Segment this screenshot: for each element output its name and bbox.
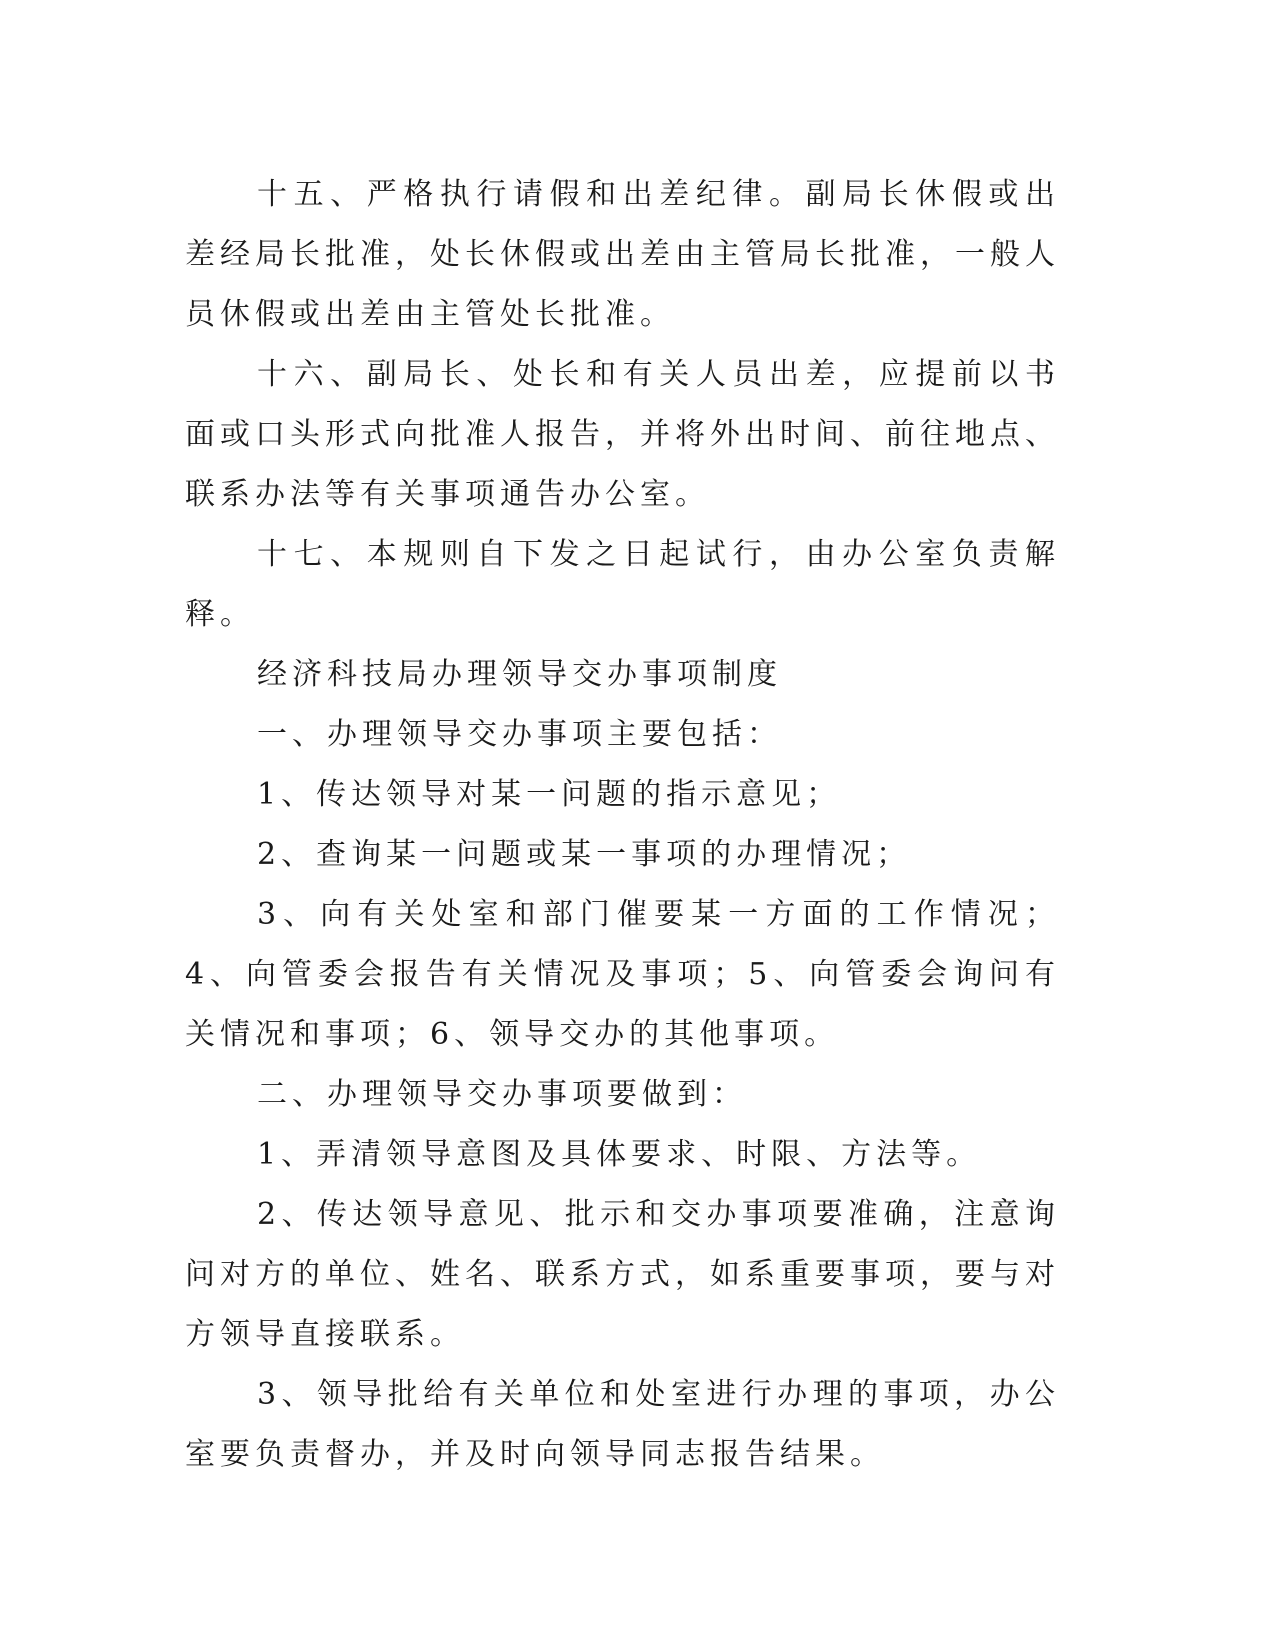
paragraph-article-17: 十七、本规则自下发之日起试行，由办公室负责解释。 (185, 537, 1060, 632)
paragraph-section-2-item-2: 2、传达领导意见、批示和交办事项要准确，注意询问对方的单位、姓名、联系方式，如系重要事项，要与对方领导直接联系。 (185, 1197, 1060, 1352)
section-title: 经济科技局办理领导交办事项制度 (257, 657, 782, 692)
paragraph-section-2-item-1: 1、弄清领导意图及具体要求、时限、方法等。 (257, 1137, 982, 1172)
paragraph-section-1-heading: 一、办理领导交办事项主要包括： (257, 717, 782, 752)
paragraph-section-2-item-3: 3、领导批给有关单位和处室进行办理的事项，办公室要负责督办，并及时向领导同志报告结果。 (185, 1377, 1060, 1472)
paragraph-article-15: 十五、严格执行请假和出差纪律。副局长休假或出差经局长批准，处长休假或出差由主管局长批准，一般人员休假或出差由主管处长批准。 (185, 177, 1060, 332)
paragraph-section-1-item-1: 1、传达领导对某一问题的指示意见； (257, 777, 842, 812)
paragraph-article-16: 十六、副局长、处长和有关人员出差，应提前以书面或口头形式向批准人报告，并将外出时间、前往地点、联系办法等有关事项通告办公室。 (185, 357, 1060, 512)
document-body (185, 165, 1060, 1485)
paragraph-section-1-item-2: 2、查询某一问题或某一事项的办理情况； (257, 837, 912, 872)
paragraph-section-2-heading: 二、办理领导交办事项要做到： (257, 1077, 747, 1112)
paragraph-section-1-item-3-6: 3、向有关处室和部门催要某一方面的工作情况；4、向管委会报告有关情况及事项；5、向管委会询问有关情况和事项；6、领导交办的其他事项。 (185, 897, 1060, 1052)
